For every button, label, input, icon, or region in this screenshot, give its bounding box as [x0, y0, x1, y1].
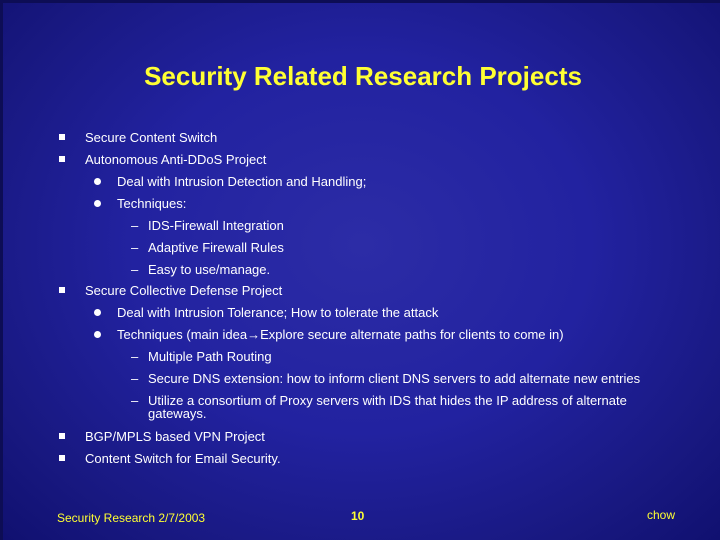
- dash-icon: –: [131, 262, 139, 277]
- bullet-dot-icon: [94, 200, 101, 207]
- dash-icon: –: [131, 240, 139, 255]
- bullet-square-icon: [59, 287, 65, 293]
- bullet-square-icon: [59, 134, 65, 140]
- sub-item-intrusion-detection: Deal with Intrusion Detection and Handling;: [117, 174, 367, 189]
- sub-sub-item-easy-to-use: Easy to use/manage.: [148, 262, 271, 277]
- sub-item-techniques-main-idea: Techniques (main idea→Explore secure alternate paths for clients to come in): [117, 327, 564, 342]
- bullet-square-icon: [59, 455, 65, 461]
- dash-icon: –: [131, 393, 139, 408]
- sub-item-techniques: Techniques:: [117, 196, 187, 211]
- dash-icon: –: [131, 349, 139, 364]
- dash-icon: –: [131, 218, 139, 233]
- bullet-item-anti-ddos: Autonomous Anti-DDoS Project: [85, 152, 267, 167]
- sub-sub-item-secure-dns: Secure DNS extension: how to inform client DNS servers to add alternate new entries: [148, 371, 641, 386]
- sub-sub-item-ids-firewall: IDS-Firewall Integration: [148, 218, 284, 233]
- sub-sub-item-proxy-consortium: Utilize a consortium of Proxy servers with IDS that hides the IP address of alternate gateways.: [148, 393, 627, 421]
- bullet-item-collective-defense: Secure Collective Defense Project: [85, 283, 283, 298]
- bullet-square-icon: [59, 156, 65, 162]
- slide-title: Security Related Research Projects: [144, 61, 582, 91]
- bullet-item-bgp-mpls-vpn: BGP/MPLS based VPN Project: [85, 429, 265, 444]
- footer-author: chow: [647, 508, 676, 522]
- bullet-item-secure-content-switch: Secure Content Switch: [85, 130, 218, 145]
- bullet-square-icon: [59, 433, 65, 439]
- dash-icon: –: [131, 371, 139, 386]
- sub-sub-item-multiple-path-routing: Multiple Path Routing: [148, 349, 272, 364]
- bullet-dot-icon: [94, 331, 101, 338]
- bullet-item-email-content-switch: Content Switch for Email Security.: [85, 451, 281, 466]
- page-number: 10: [351, 509, 365, 523]
- sub-item-intrusion-tolerance: Deal with Intrusion Tolerance; How to tolerate the attack: [117, 305, 439, 320]
- sub-sub-item-adaptive-firewall: Adaptive Firewall Rules: [148, 240, 284, 255]
- footer-label: Security Research 2/7/2003: [57, 511, 206, 525]
- bullet-dot-icon: [94, 309, 101, 316]
- bullet-dot-icon: [94, 178, 101, 185]
